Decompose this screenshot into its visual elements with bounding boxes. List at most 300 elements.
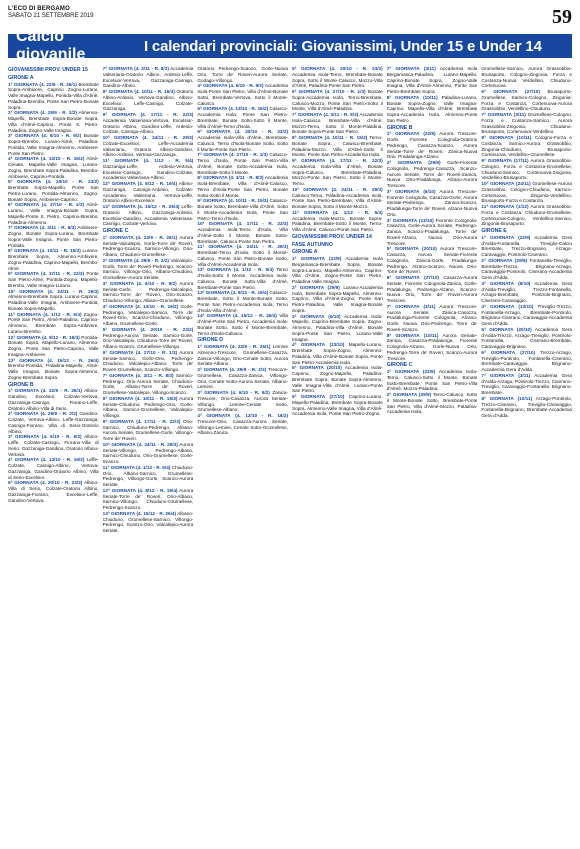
fixture-list: Accademia Valseriana-Vertova, Excelsior-Oratorio Albino, Gandino-Leffe, Ardesio-Colzate, Casnigo-Albino.	[102, 117, 194, 135]
fixture-list: Calusco-Terno d'Isola, Ponte San Pietro-Villa d'Almè, Bonate Sotto-Accademia Isola, Brembate-Sotto il Monte.	[197, 152, 289, 175]
matchday-label: 9ª GIORNATA (4. 17/11 - R. 22/3)	[102, 112, 194, 117]
fixture-entry	[481, 281, 572, 304]
fixture-list: Treviglio-Trezzo, Fontanella-Arzago, Brembate-Pontirolo, Brignano-Ciserano, Caravaggio-Accademia Gera d'Adda.	[481, 303, 572, 326]
fixture-list: Orio-Sarnico, Chiuduno-Pedrengo, Albano-Aurora Seriate, Grumellese-Gorle, Villongo-Torre de' Roveri.	[102, 418, 194, 441]
matchday-label: 4ª GIORNATA (4. 13/10 - R. 16/2)	[8, 457, 85, 463]
fixture-entry	[8, 457, 99, 480]
fixture-list: Mapello-Lurano, Brembate Sopra-Zogno, Almenno-Paladina, Villa d'Almè-Bonate Sopra, Ponte San Pietro-Accademia Isola.	[292, 342, 383, 365]
fixture-entry	[481, 373, 572, 396]
fixture-list: Fiorente Colognola-Casazza, Gorle-Aurora Seriate, Pedrengo-Zanica, Scanzo-Pradalunga, Torre de' Roveri-Alzano, Nuova Orio-Aurora Trescore.	[386, 217, 478, 246]
fixture-entry	[103, 488, 194, 511]
fixture-list: Bonate Sopra-Brembo, Lurano-Almè, Paladina-Pontida, Valle Imagna-Almenno, Ambivere-Ponte San Pietro.	[8, 133, 99, 156]
fixture-list: Albano-Chiuduno, Grumellese-Sarnico, Villongo-Pedrengo, Scanzo-Orio, Valcalepio-Aurora Seriate.	[102, 510, 194, 533]
fixture-entry	[481, 135, 572, 158]
fixture-entry	[197, 106, 288, 129]
fixture-entry	[292, 285, 383, 314]
fixture-list: Albino-Gazzaniga, Casnigo-Ardesio, Colzate-Accademia Valseriana, Vertova-Leffe, Oratorio Albino-Excelsior.	[102, 181, 194, 204]
fixture-entry	[292, 135, 383, 158]
fixture-list: Grumellese-Cologno, Forza e Costanza-Sarnico, Aurora Grassobbio-Zingonia, Chiuduno-Brusaporto, Cortenuova-Verdellino.	[481, 112, 572, 135]
matchday-label: 3ª GIORNATA (4. 6/10 - R. 9/2)	[197, 390, 270, 395]
matchday-label: 6ª GIORNATA (27/10)	[481, 349, 536, 355]
matchday-label: 8ª GIORNATA (4. 10/11 - R. 15/3)	[102, 89, 175, 94]
fixture-list: Calusco-Brembate, Sotto il Monte-Bonate Sotto, Ponte San Pietro-Accademia Isola, Terno d'Isola-Villa d'Almè.	[197, 290, 289, 313]
fixture-list: Almenno-Mapello, Brembate Sopra-Bonate Sopra, Villa d'Almè-Caprino, Ponte S. Pietro-Paladina, Zogno-Valle Imagna.	[8, 110, 99, 133]
fixture-list: Villa d'Almè-Ponte San Pietro, Accademia Isola-Bonate Sotto, Sotto il Monte-Brembate, Terno d'Isola-Calusco.	[197, 313, 289, 336]
fixture-list: Leffe-Oratorio Albino, Gazzaniga-Ardesio, Excelsior-Gandino, Accademia Valseriana-Casnigo, Colzate-Vertova.	[102, 204, 194, 227]
matchday-label: 2ª GIORNATA (4. 29/9 - R. 2/2)	[197, 367, 267, 372]
fixture-entry	[103, 465, 194, 488]
matchday-label: 12ª GIORNATA (4. 8/12 - R. 19/4)	[8, 334, 80, 340]
fixture-list: Colzate-Excelsior, Leffe-Accademia Valseriana, Oratorio Albino-Gandino, Albino-Ardesio, Vertova-Gazzaniga.	[102, 140, 194, 158]
matchday-label: 2ª GIORNATA (4. 29/9 - R. 2/2)	[8, 411, 78, 417]
matchday-label: 5ª GIORNATA (4. 20/10 - R. 23/2)	[8, 179, 99, 185]
column-5	[387, 66, 478, 843]
group-heading: GIRONE A	[8, 74, 34, 81]
matchday-label: 7ª GIORNATA (4. 3/11 - R. 8/3)	[102, 66, 169, 71]
fixture-entry	[103, 373, 194, 396]
fixture-entry	[387, 189, 478, 218]
matchday-label: 5ª GIORNATA (4. 20/10 - R. 23/2)	[8, 480, 83, 486]
matchday-label: 11ª GIORNATA (4. 1/12 - R. 5/4)	[102, 464, 171, 470]
matchday-label: 5ª GIORNATA (4. 20/10 - R. 23/2)	[102, 326, 194, 332]
matchday-label: 13ª GIORNATA (4. 8/12 - R. 19/4)	[197, 290, 269, 296]
fixture-list: Accademia Valseriana-Oratorio Albino, Ardesio-Leffe, Excelsior-Vertova, Gazzaniga-Casnigo, Gandino-Albino.	[102, 66, 194, 89]
column-4	[292, 66, 383, 843]
matchday-label: 3ª GIORNATA (6/10)	[292, 313, 341, 319]
fixture-entry	[292, 210, 383, 233]
fixture-entry	[197, 129, 288, 152]
fixture-entry	[8, 156, 99, 179]
fixture-entry	[103, 258, 194, 281]
fixture-list: Accademia Isola-Terno, Calusco-Sotto il Monte, Bonate Sotto-Brembate, Ponte San Pietro-Villa d'Almè, Mozzo-Paladina.	[386, 369, 478, 392]
matchday-label: 1ª GIORNATA (22/9)	[386, 131, 436, 137]
fixture-list: Ambivere-Zogno, Bonate Sopra-Lurano, Brembate Sopra-Valle Imagna, Ponte San Pietro-Pontida.	[8, 225, 99, 248]
fixture-entry	[387, 131, 478, 160]
matchday-label: 9ª GIORNATA (4. 10/11 - R. 15/3)	[197, 198, 269, 204]
fixture-list: Accademia Isola-Calusco, Brembate-Villa d'Almè, Mozzo-Terno, Sotto il Monte-Paladina, Bonate Sopra-Ponte San Pietro.	[292, 112, 383, 135]
fixture-entry	[481, 181, 572, 204]
fixture-list: Brembo-Pontida, Paladina-Mapello, Almè-Valle Imagna, Bonate Sopra-Almenno, Zogno-Brembate Sopra.	[8, 363, 99, 380]
fixture-entry	[481, 258, 572, 281]
matchday-label: 10ª GIORNATA (4. 24/11 - R. 29/3)	[292, 186, 383, 192]
fixture-entry	[103, 350, 194, 373]
matchday-label: 10ª GIORNATA (4. 24/11 - R. 29/3)	[8, 288, 99, 294]
fixture-list: Accademia Gera d'Adda-Trezzo, Arzago-Treviglio, Pontirolo-Fontanella, Ciserano-Brembate, Caravaggio-Brignano.	[481, 326, 572, 349]
fixture-list: Zogno-Ponte San Pietro, Almè-Paladina, Caprino-Almenno, Brembate Sopra-Ambivere, Lurano-Brembo.	[8, 311, 99, 334]
fixture-entry	[103, 396, 194, 419]
fixture-list: Aurora Trescore-Gorle, Fiorente Colognola-Oratorio Pedrengo, Casazza-Scanzo, Aurora Seriate-Torre de' Roveri, Zanica-Nuova Orio, Pradalunga-Alzano.	[386, 131, 478, 160]
matchday-label: 6ª GIORNATA (27/10)	[292, 394, 345, 399]
fixture-entry	[481, 396, 572, 419]
matchday-label: 12ª GIORNATA (4. 8/12 - R. 19/4)	[102, 487, 178, 493]
fixture-list: Trezzo-Arzago, Treviglio-Pontirolo, Fontanella-Ciserano, Brembate-Caravaggio, Brignano-Accademia Gera d'Adda.	[481, 349, 572, 372]
group-heading: FASE AUTUNNO	[292, 241, 333, 248]
fixture-entry	[481, 158, 572, 181]
matchday-label: 11ª GIORNATA (4. 24/11 - R. 29/3)	[197, 244, 289, 250]
matchday-label: 4ª GIORNATA (4. 13/10 - R. 16/2)	[197, 413, 289, 418]
fixture-list: Accademia Gera d'Adda-Treviglio, Trezzo-Fontanella, Arzago-Brembate, Pontirolo-Brignano, Ciserano-Caravaggio.	[481, 280, 572, 303]
fixture-entry	[197, 152, 288, 175]
fixture-list: Gorle-Pedrengo, Valcalepio-Sarnico, Torre de' Roveri-Orio, Scanzo-Chiuduno, Villongo-Albano, Grumellese-Gorle.	[102, 303, 194, 326]
matchday-label: 1ª GIORNATA (4. 22/9 - R. 26/1)	[8, 388, 82, 394]
matchday-label: 2ª GIORNATA (4. 29/9 - R. 2/2)	[8, 110, 77, 116]
fixture-list: Calusco-Accademia Isola, Ponte San Pietro-Brembate, Bonate Sotto-Sotto il Monte, Villa d'Almè-Terno d'Isola.	[197, 106, 289, 129]
fixture-entry	[8, 225, 99, 248]
page-number: 59	[552, 6, 572, 28]
fixture-entry	[8, 480, 99, 503]
fixture-list: Arzago-Pontirolo, Trezzo-Ciserano, Treviglio-Caravaggio, Fontanella-Brignano, Brembate-Accademia Gera d'Adda.	[481, 395, 572, 418]
fixture-entry	[103, 304, 194, 327]
fixture-entry	[103, 442, 194, 465]
fixture-list: Accademia Isola-Villa d'Almè, Brembate-Calusco, Terno d'Isola-Bonate Sotto, Sotto il Monte-Ponte San Pietro.	[197, 135, 289, 152]
fixture-entry	[197, 175, 288, 198]
fixture-entry	[8, 434, 99, 457]
fixture-entry	[197, 344, 288, 367]
matchday-label: 7ª GIORNATA (3/11)	[481, 372, 531, 378]
fixture-entry	[197, 267, 288, 290]
article-title: I calendari provinciali: Giovanissimi, Under 15 e Under 14	[144, 37, 542, 55]
matchday-label: 7ª GIORNATA (3/11)	[481, 112, 526, 117]
matchday-label: 7ª GIORNATA (4. 3/11 - R. 8/3)	[292, 112, 359, 117]
matchday-label: 13ª GIORNATA (4. 15/12 - R. 26/4)	[8, 357, 99, 363]
matchday-label: 7ª GIORNATA (4. 3/11 - R. 8/3)	[8, 225, 76, 231]
matchday-label: 11ª GIORNATA (1/12)	[481, 204, 529, 209]
fixture-entry	[292, 365, 383, 394]
matchday-label: 5ª GIORNATA (4. 13/10 - R. 16/2)	[197, 106, 269, 112]
fixture-list: Accademia Isola-Terno, Brembate-Bonate Sopra, Sotto il Monte-Calusco, Mozzo-Villa d'Almè, Paladina-Ponte San Pietro.	[292, 71, 383, 89]
fixture-list: Gandino-Colzate, Vertova-Albino, Leffe-Gazzaniga, Casnigo-Fiorano, Villa di Serio-Oratorio Albino.	[8, 411, 99, 434]
fixture-entry	[8, 411, 99, 434]
fixture-list: Aurora Seriate-Gorle, Pedrengo-Valcalepio, Sarnico-Torre de' Roveri, Orio-Scanzo, Chiuduno-Villongo, Albano-Grumellese.	[102, 280, 194, 303]
fixture-entry	[103, 281, 194, 304]
fixture-entry	[103, 181, 194, 204]
matchday-label: 3ª GIORNATA (6/10)	[481, 280, 531, 286]
matchday-label: 7ª GIORNATA (3/11)	[386, 66, 436, 71]
fixture-entry	[481, 235, 572, 258]
fixture-entry	[292, 112, 383, 135]
fixture-list: Oratorio Pedrengo-Scanzo, Gorle-Nuova Orio, Torre de' Roveri-Aurora Seriate, Gorlago-Villongo.	[197, 66, 289, 83]
fixture-entry	[8, 289, 99, 312]
fixture-entry	[292, 66, 383, 89]
fixture-entry	[387, 218, 478, 247]
fixture-list: Accademia Gera d'Adda-Fontanella, Treviglio-Calcio Brembate, Trezzo-Brignano, Arzago-Caravaggio, Pontirolo-Ciserano.	[481, 234, 572, 257]
issue-date: SABATO 21 SETTEMBRE 2019	[8, 13, 94, 19]
fixture-entry	[8, 358, 99, 381]
fixture-entry	[292, 89, 383, 112]
fixture-entry	[103, 112, 194, 135]
matchday-label: 4ª GIORNATA (4. 13/10 - R. 16/2)	[8, 156, 85, 162]
fixture-list: Almenno-Brembate Sopra, Lurano-Caprino, Paladina-Valle Imagna, Ambivere-Pontida, Bonate Sopra-Mapello.	[8, 294, 99, 311]
section-banner	[8, 28, 572, 63]
matchday-label: 1ª GIORNATA (4. 22/9 - R. 26/1)	[102, 234, 178, 240]
fixture-list: Accademia Isola-Mapello, Caprino-Brembate Sopra, Zogno-Almenno, Paladina-Villa d'Almè, Bonate Sopra-Ponte San Pietro, Lurano-Valle Imagna.	[292, 313, 383, 342]
fixture-entry	[481, 204, 572, 227]
matchday-label: 6ª GIORNATA (4. 27/10 - R. 1/3)	[292, 89, 366, 94]
matchday-label: 8ª GIORNATA (4. 10/11 - R. 15/3)	[292, 135, 368, 140]
matchday-label: 4ª GIORNATA (13/10)	[386, 217, 434, 223]
fixture-entry	[103, 204, 194, 227]
fixture-entry	[197, 244, 288, 267]
fixture-list: Terno d'Isola-Sotto il Monte, Accademia Isola-Calusco, Bonate Sotto-Villa d'Almè, Brembate-Ponte San Pietro.	[197, 267, 289, 290]
fixture-list: Gorle-Fiorente Colognola, Pedrengo-Casazza, Scanzo-Aurora Seriate, Torre de' Roveri-Zanica, Nuova Orio-Pradalunga, Alzano-Aurora Trescore.	[386, 160, 478, 188]
newspaper-name: L'ECO DI BERGAMO	[8, 6, 70, 12]
fixture-list: Aurora Seriate-Valcalepio, Gorle-Torre de' Roveri, Pedrengo-Scanzo, Sarnico-Villongo, Orio-Albano, Chiuduno-Grumellese.	[102, 234, 194, 257]
fixture-entry	[197, 198, 288, 221]
matchday-label: 3ª GIORNATA (4. 6/10 - R. 9/2)	[102, 280, 177, 286]
fixture-list: Almè-Cenate, Mapello-Valle Imagna, Lurano-Zogno, Brembate Sopra-Paladina, Brembo-Ambivere, Caprino-Pontida.	[8, 156, 99, 179]
fixture-entry	[292, 394, 383, 417]
fixture-list: Aurora Trescore-Fiorente Colognola, Casazza-Gorle, Aurora Seriate-Pedrengo, Zanica-Scanzo, Pradalunga-Torre de' Roveri, Alzano-Nuova Orio.	[386, 188, 478, 217]
fixture-list: Trescore-Grumellese, Casazza-Zanica, Villongo-Orio, Cenate Sotto-Aurora Seriate, Albano-Lemine.	[197, 367, 289, 390]
fixture-list: Aurora Grassobbio-Forza e Costanza, Chiuduno-Grumellese, Cortenuova-Cologno, Verdellino-Sarnico, Zingonia-Brusaporto.	[481, 204, 572, 227]
fixture-list: Albino-Gandino, Excelsior, Colzate-Vertova, Gazzaniga-Casnigo, Fiorano-Leffe, Oratorio Albino-Villa di Serio.	[8, 388, 99, 411]
fixture-list: Grumellese-Sarnico, Aurora Grassobbio-Brusaporto, Cologno-Zingonia, Forza e Costanza-Nuova Verdellino, Chiuduno-Cortenuova.	[481, 66, 572, 89]
fixture-list: Chiuduno-Orio, Albano-Sarnico, Grumellese-Pedrengo, Villongo-Gorle, Scanzo-Aurora Seriate.	[102, 464, 194, 487]
fixture-entry	[387, 66, 478, 95]
group-heading: GIRONE A	[292, 249, 318, 256]
matchday-label: 8ª GIORNATA (10/11)	[386, 332, 439, 338]
matchday-label: 10ª GIORNATA (4. 24/11 - R. 29/3)	[102, 441, 178, 447]
fixture-list: Calusco-Terno, Paladina-Accademia Isola, Ponte San Pietro-Brembate, Villa d'Almè-Bonate Sopra, Sotto il Monte-Mozzo.	[292, 192, 383, 209]
matchday-label: 1ª GIORNATA (4. 22/9 - R. 26/1)	[197, 344, 271, 349]
matchday-label: 3ª GIORNATA (4. 6/10 - R. 9/2)	[8, 133, 82, 139]
fixture-entry	[8, 110, 99, 133]
matchday-label: 5ª GIORNATA (20/10)	[292, 365, 342, 371]
fixture-entry	[103, 511, 194, 534]
fixture-entry	[292, 342, 383, 365]
fixture-entry	[8, 133, 99, 156]
fixture-list: Accademia Isola Bergamasca-Brembate Sopra, Bonate Sopra-Lurano, Mapello-Almenno, Caprino-Villa d'Almè, Zogno-Ponte San Pietro, Paladina-Valle Imagna.	[292, 256, 383, 284]
fixture-list: Aurora Seriate-Zanica, Casazza-Pradalunga, Fiorente Colognola-Alzano, Gorle-Nuova Orio, Pedrengo-Torre de' Roveri, Scanzo-Aurora Trescore.	[386, 332, 478, 361]
matchday-label: 4ª GIORNATA (13/10)	[481, 303, 534, 309]
matchday-label: 4ª GIORNATA (4. 13/10 - R. 16/2)	[102, 303, 179, 309]
fixture-list: Accademia Isola Bergamasca-Paladina, Lurano-Mapello, Caprino-Bonate Sopra, Zogno-Valle Imagna, Villa d'Almè-Almenno, Ponte San Pietro-Brembate Sopra.	[386, 66, 478, 94]
group-heading: GIRONE B	[8, 381, 34, 388]
fixture-entry	[481, 327, 572, 350]
column-6	[481, 66, 572, 843]
matchday-label: 11ª GIORNATA (4. 1/12 - R. 5/4)	[292, 209, 383, 215]
fixture-list: Cologno-Forza e Costanza, Sarnico-Aurora Grassobbio, Zingonia-Chiuduno, Brusaporto-Cortenuova, Verdellino-Grumellese.	[481, 135, 572, 158]
fixture-entry	[481, 89, 572, 112]
fixture-list: Aurora Seriate-Torre de' Roveri, Orio-Albano, Sarnico-Villongo, Chiuduno-Grumellese, Pedrengo-Scanzo.	[102, 487, 194, 510]
matchday-label: 1ª GIORNATA (22/9)	[481, 234, 531, 240]
fixture-entry	[387, 333, 478, 362]
fixture-list: Accademia Isola-Brembate, Villa d'Almè-Calusco, Terno d'Isola-Ponte San Pietro, Bonate Sotto-Sotto il Monte.	[197, 175, 289, 198]
matchday-label: 5ª GIORNATA (20/10)	[481, 326, 532, 332]
fixture-list: Almè-Lurano, Valle Imagna-Bonate Sopra, Mapello-Ponte S. Pietro, Caprino-Brembo, Paladina-Almenno.	[8, 202, 99, 225]
fixture-entry	[197, 390, 288, 413]
fixture-list: Grumellese-Aurora Grassobbio, Cologno-Chiuduno, Sarnico-Cortenuova, Zingonia-Verdellino, Brusaporto-Forza e Costanza.	[481, 181, 572, 204]
fixture-entry	[103, 235, 194, 258]
matchday-label: 5ª GIORNATA (20/10)	[386, 246, 437, 252]
matchday-label: 5ª GIORNATA (4. 20/10 - R. 23/2)	[292, 66, 383, 71]
matchday-label: 1ª GIORNATA (4. 22/9 - R. 26/1)	[8, 81, 77, 87]
fixture-entry	[387, 369, 478, 392]
matchday-label: 2ª GIORNATA (4. 29/9 - R. 2/2)	[102, 257, 169, 263]
fixture-entry	[481, 112, 572, 135]
fixture-list: Aurora Seriate-Chiuduno, Pedrengo-Orio, Gorle-Albano, Sarnico-Grumellese, Valcalepio-Villongo.	[102, 395, 194, 418]
matchday-label: 2ª GIORNATA (29/9)	[481, 257, 528, 263]
matchday-label: 12ª GIORNATA (4. 1/12 - R. 5/4)	[197, 267, 274, 273]
fixture-entry	[387, 95, 478, 124]
fixture-entry	[103, 327, 194, 350]
matchday-label: 6ª GIORNATA (4. 27/10 - R. 1/3)	[8, 202, 85, 208]
fixture-list: Casazza-Aurora Seriate, Fiorente Colognola-Zanica, Gorle-Pradalunga, Pedrengo-Alzano, Scanzo-Nuova Orio, Torre de' Roveri-Aurora Trescore.	[386, 275, 478, 303]
matchday-label: 11ª GIORNATA (4. 1/12 - R. 5/4)	[8, 311, 82, 317]
section-label: Calcio giovanile	[16, 28, 86, 63]
fixture-entry	[8, 271, 99, 288]
fixture-list: Albino-Villa di Serio, Colzate-Oratorio Albino, Gazzaniga-Fiorano, Excelsior-Leffe, Gandino-Vertova.	[8, 480, 99, 503]
fixture-list: Bonate Sopra-Accademia Isola, Terno-Brembate, Calusco-Mozzo, Ponte San Pietro-Sotto il Monte, Villa d'Almè-Paladina.	[292, 89, 383, 112]
fixture-entry	[292, 187, 383, 210]
fixture-list: Aurora Trescore-Aurora Seriate, Zanica-Casazza, Pradalunga-Fiorente Colognola, Alzano-Gorle, Nuova Orio-Pedrengo, Torre de' Roveri-Scanzo.	[386, 303, 478, 332]
group-heading: GIOVANISSIMI PROV. UNDER 14	[292, 233, 372, 240]
matchday-label: 14ª GIORNATA (4. 15/12 - R. 26/4)	[197, 313, 277, 319]
matchday-label: 7ª GIORNATA (4. 3/11 - R. 8/3)	[102, 372, 174, 378]
matchday-label: 8ª GIORNATA (10/11)	[386, 94, 438, 100]
fixture-list: Accademia Isola-Caprino, Zogno-Mapello, Paladina-Brembate Sopra, Bonate Sopra-Almenno, Valle Imagna-Villa d'Almè, Lurano-Ponte San Pietro.	[292, 365, 383, 394]
fixture-entry	[103, 66, 194, 89]
matchday-label: 6ª GIORNATA (4. 27/10 - R. 1/3)	[102, 349, 178, 355]
fixture-list: Terno-Calusco, Sotto il Monte-Bonate Sotto, Brembate-Ponte San Pietro, Villa d'Almè-Mozzo, Paladina-Accademia Isola.	[386, 392, 478, 415]
fixture-list: Sarnico-Pedrengo, Orio-Aurora Seriate, Chiuduno-Gorle, Albano-Torre de' Roveri, Grumellese-Valcalepio, Villongo-Scanzo.	[102, 372, 194, 395]
fixture-entry	[8, 248, 99, 271]
fixture-entry	[292, 158, 383, 187]
matchday-label: 2ª GIORNATA (29/9)	[292, 284, 340, 290]
matchday-label: 9ª GIORNATA (17/11)	[481, 158, 529, 163]
fixture-entry	[197, 83, 288, 106]
fixture-entry	[197, 290, 288, 313]
matchday-label: 10ª GIORNATA (24/11)	[481, 181, 531, 186]
fixture-entry	[103, 135, 194, 158]
matchday-label: 6ª GIORNATA (4. 20/10 - R. 23/2)	[197, 129, 289, 135]
matchday-label: 7ª GIORNATA (4. 27/10 - R. 1/3)	[197, 152, 268, 158]
fixture-entry	[481, 66, 572, 89]
matchday-label: 9ª GIORNATA (4. 17/11 - R. 22/3)	[8, 271, 85, 277]
column-1	[8, 66, 99, 843]
fixture-list: Pontida-Bonate Sopra, Mapello-Lurano, Almenno-Zogno, Ponte San Pietro-Caprino, Valle Imagna-Ambivere.	[8, 334, 99, 357]
matchday-label: 8ª GIORNATA (10/11)	[481, 395, 533, 401]
column-2	[103, 66, 194, 843]
fixture-list: Lurano-Brembate Sopra, Almenno-Ambivere, Zogno-Paladina, Caprino-Mapello, Brembo-Almè.	[8, 248, 99, 271]
fixture-list: Brusaporto-Grumellese, Sarnico-Cologno, Zingonia-Forza e Costanza, Cortenuova-Aurora Grassobbio, Verdellino-Chiuduno.	[481, 89, 572, 112]
matchday-label: 10ª GIORNATA (4. 17/11 - R. 22/3)	[197, 221, 289, 227]
matchday-label: 9ª GIORNATA (4. 17/11 - R. 22/3)	[102, 418, 181, 424]
fixture-list: Valcalepio-Gorle, Torre de' Roveri-Pedrengo, Scanzo-Sarnico, Villongo-Orio, Albano-Chiuduno, Grumellese-Aurora Seriate.	[102, 257, 194, 280]
fixture-entry	[292, 256, 383, 285]
fixture-entry	[103, 89, 194, 112]
fixture-entry	[8, 312, 99, 335]
fixture-list: Oratorio Albino-Ardesio, Vertova-Gandino, Albino-Excelsior, Leffe-Casnigo, Colzate-Gazzaniga.	[102, 89, 194, 112]
fixture-entry	[103, 158, 194, 181]
matchday-label: 1ª GIORNATA (22/9)	[386, 369, 436, 374]
matchday-label: 8ª GIORNATA (4. 10/11 - R. 15/3)	[102, 395, 178, 401]
fixture-entry	[197, 221, 288, 244]
fixture-entry	[197, 313, 288, 336]
fixture-list: Fontanella-Treviglio, Brembate-Trezzo, Brignano-Arzago, Caravaggio-Pontirolo, Ciserano-Accademia Gera d'Adda.	[481, 257, 572, 280]
fixture-list: Accademia Isola-Ponte San Pietro, Villa d'Almè-Bonate Sotto, Brembate-Vertova, Sotto il Monte-Calusco.	[197, 83, 289, 106]
matchday-label: 10ª GIORNATA (4. 24/11 - R. 29/3)	[102, 135, 194, 140]
matchday-label: 11ª GIORNATA (4. 1/12 - R. 5/4)	[102, 158, 194, 163]
fixture-entry	[8, 388, 99, 411]
matchday-label: 3ª GIORNATA (6/10)	[386, 188, 436, 194]
matchday-label: 12ª GIORNATA (4. 8/12 - R. 19/4)	[102, 181, 178, 186]
fixture-entry	[387, 392, 478, 415]
matchday-label: 3ª GIORNATA (4. 6/10 - R. 9/2)	[8, 434, 82, 440]
fixture-list: Caprino-Lurano, Mapello-Paladina, Brembate Sopra-Bonate Sopra, Almenno-Valle Imagna, Villa d'Almè-Accademia Isola, Ponte San Pietro-Zogno.	[292, 394, 383, 417]
fixture-list: Zanica-Trescore, Orio-Casazza, Aurora Seriate-Villongo, Lemine-Cenate Sotto, Grumellese-Albano.	[197, 390, 289, 413]
calendar-columns	[8, 66, 572, 843]
fixture-list: Gazzaniga-Leffe, Ardesio-Vertova, Excelsior-Casnigo, Gandino-Colzate, Accademia Valseriana-Albino.	[102, 163, 194, 181]
fixture-list: Brembate Sopra-Mapello, Ponte San Pietro-Lurano, Pontida-Almenno, Zogno-Bonate Sopra, Ambivere-Caprino.	[8, 185, 99, 202]
matchday-label: 2ª GIORNATA (29/9)	[386, 160, 441, 165]
fixture-entry	[481, 304, 572, 327]
fixture-list: Accademia Isola-Villa d'Almè, Bonate Sopra-Calusco, Brembate-Paladina, Mozzo-Ponte San Pietro, Sotto il Monte-Terno.	[292, 163, 383, 186]
fixture-list: Accademia Gera d'Adda-Arzago, Pontirolo-Trezzo, Ciserano-Treviglio, Caravaggio-Fontanella, Brignano-Brembate.	[481, 372, 572, 395]
fixture-list: Accademia Isola-Mozzo, Bonate Sopra-Paladina, Brembate-Sotto il Monte, Terno-Villa d'Almè, Calusco-Ponte San Pietro.	[292, 215, 383, 232]
fixture-entry	[103, 419, 194, 442]
fixture-list: Pedrengo-Aurora Seriate, Sarnico-Gorle, Orio-Valcalepio, Chiuduno-Torre de' Roveri, Albano-Scanzo, Grumellese-Villongo.	[102, 332, 194, 349]
newspaper-header	[8, 6, 572, 20]
fixture-entry	[197, 66, 288, 83]
matchday-label: 6ª GIORNATA (27/10)	[386, 275, 439, 280]
matchday-label: 4ª GIORNATA (4. 6/10 - R. 9/2)	[197, 83, 264, 89]
fixture-list: Aurora Trescore-Casazza, Aurora Seriate-Fiorente Colognola, Zanica-Gorle, Pradalunga-Pedrengo, Alzano-Scanzo, Nuova Orio-Torre de' Roveri.	[386, 246, 478, 275]
group-heading: GIRONE C	[386, 362, 413, 369]
fixture-entry	[8, 179, 99, 202]
fixture-entry	[197, 413, 288, 436]
matchday-label: 9ª GIORNATA (4. 17/11 - R. 22/3)	[292, 158, 383, 163]
fixture-list: Trescore-Orio, Casazza-Aurora Seriate, Villongo-Lemine, Cenate Sotto-Grumellese, Albano-Zanica.	[197, 418, 289, 436]
fixture-entry	[387, 246, 478, 275]
group-heading: GIRONE B	[386, 124, 413, 131]
group-heading: GIRONE C	[102, 228, 129, 234]
fixture-list: Lemine Almenno-Trescore, Grumellese-Casazza, Zanica-Villongo, Orio-Cenate Sotto, Aurora Seriate-Albano.	[197, 344, 289, 367]
fixture-entry	[8, 202, 99, 225]
matchday-label: 1ª GIORNATA (22/9)	[292, 256, 342, 261]
fixture-entry	[387, 275, 478, 304]
fixture-list: Ponte San Pietro-Almè, Pontida-Zogno, Mapello-Brembo, Valle Imagna-Lurano.	[8, 271, 99, 288]
fixture-list: Albino-Leffe, Colzate-Casnigo, Fiorano-Villa di Serio, Gazzaniga-Gandino, Oratorio Albino-Vertova.	[8, 434, 99, 457]
matchday-label: 2ª GIORNATA (29/9)	[386, 392, 432, 397]
matchday-label: 13ª GIORNATA (4. 15/12 - R. 26/4)	[102, 510, 177, 516]
matchday-label: 6ª GIORNATA (27/10)	[481, 89, 540, 94]
matchday-label: 8ª GIORNATA (4. 3/11 - R. 8/3)	[197, 175, 264, 181]
matchday-label: 8ª GIORNATA (4. 10/11 - R. 15/3)	[8, 248, 81, 254]
group-heading: GIRONE E	[481, 228, 507, 234]
fixture-list: Paladina-Lurano, Bonate Sopra-Zogno, Valle Imagna-Caprino, Mapello-Villa d'Almè, Brembate Sopra-Accademia Isola, Almenno-Ponte San Pietro.	[386, 94, 478, 123]
fixture-entry	[292, 314, 383, 343]
fixture-list: Aurora Seriate-Villongo, Pedrengo-Albano, Sarnico-Chiuduno, Orio-Grumellese, Gorle-Scanzo.	[102, 441, 194, 464]
fixture-entry	[8, 335, 99, 358]
fixture-entry	[387, 304, 478, 333]
matchday-label: 8ª GIORNATA (10/11)	[481, 135, 532, 140]
matchday-label: 13ª GIORNATA (4. 15/12 - R. 26/4)	[102, 204, 180, 209]
fixture-list: Leffe-Colzate, Casnigo-Albino, Vertova-Gazzaniga, Gandino-Oratorio Albino, Villa di Serio-Excelsior.	[8, 457, 99, 480]
fixture-entry	[8, 82, 99, 111]
fixture-list: Accademia Isola-Terno d'Isola, Villa d'Almè-Sotto il Monte, Bonate Sotto-Brembate, Calusco-Ponte San Pietro.	[197, 227, 289, 244]
matchday-label: 7ª GIORNATA (3/11)	[386, 303, 436, 309]
fixture-list: Brembate Sopra-Ambivere, Caprino Zogno-Lurano, Valle Imagna-Mapello, Pontida-Villa d'Almè, Paladina-Brembo, Ponte San Pietro-Bonate Sopra.	[8, 81, 99, 110]
fixture-list: Aurora Grassobbio-Cologno, Forza e Costanza-Grumellese, Chiuduno-Sarnico, Cortenuova-Zingonia, Verdellino-Brusaporto.	[481, 158, 572, 181]
fixture-entry	[481, 350, 572, 373]
fixture-entry	[197, 367, 288, 390]
fixture-list: Lurano-Accademia Isola, Brembate Sopra-Mapello, Almenno-Caprino, Villa d'Almè-Zogno, Ponte San Pietro-Paladina, Valle Imagna-Bonate Sopra.	[292, 284, 383, 313]
fixture-list: Brembate-Terno d'Isola, Sotto il Monte-Calusco, Ponte San Pietro-Bonate Sotto, Villa d'Almè-Accademia Isola.	[197, 250, 289, 267]
fixture-list: Calusco-Bonate Sotto, Brembate-Villa d'Almè, Sotto il Monte-Accademia Isola, Ponte San Pietro-Terno d'Isola.	[197, 198, 289, 221]
group-heading: GIRONE D	[197, 337, 223, 344]
matchday-label: 4ª GIORNATA (13/10)	[292, 342, 345, 348]
